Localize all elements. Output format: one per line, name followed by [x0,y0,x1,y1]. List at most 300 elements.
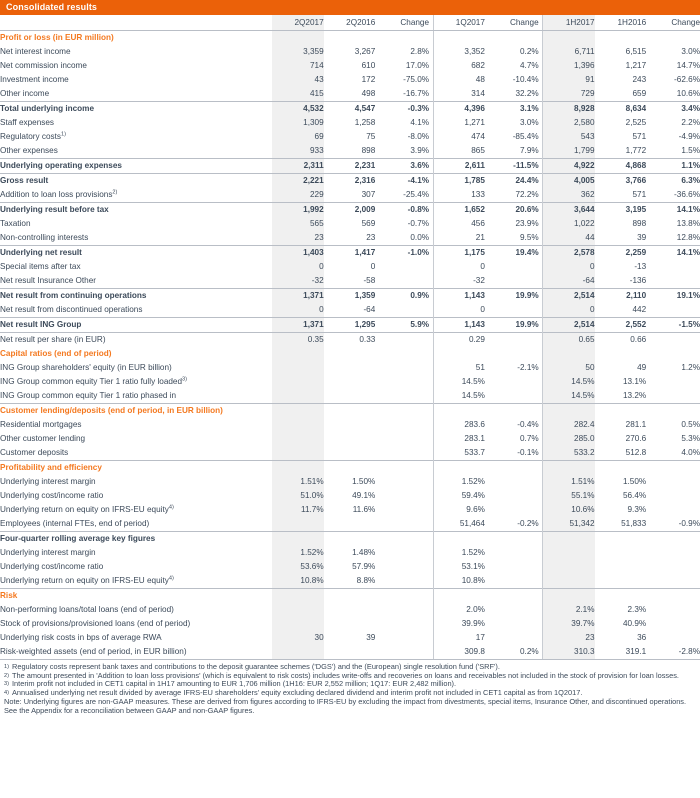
row-label: Net result from discontinued operations [0,305,143,314]
cell-qchange [375,603,429,617]
table-row [0,375,700,389]
cell-h2017: 4,005 [543,174,595,189]
cell-h2016: 3,195 [595,203,647,218]
cell-h2017: 14.5% [543,389,595,404]
row-label: Underlying risk costs in bps of average RWA [0,633,162,642]
cell-h2017 [543,461,595,476]
row-label: Net interest income [0,47,71,56]
cell-p2017: 39.9% [433,617,485,631]
cell-p2017: 14.5% [433,375,485,389]
cell-q2016: 49.1% [352,491,376,500]
cell-qchange [375,589,429,604]
cell-qchange: 3.9% [410,146,430,155]
footnote-marker: 4) [4,689,9,696]
cell-p2017: 283.6 [433,418,485,432]
cell-h2016: 56.4% [622,491,647,500]
cell-hchange: -4.9% [678,132,700,141]
cell-h2016: 40.9% [622,619,647,628]
cell-hchange: 2.2% [681,118,700,127]
cell-q2017 [272,347,324,361]
cell-pchange: 7.9% [519,146,539,155]
table-row [0,59,700,73]
cell-q2016 [324,432,376,446]
cell-p2017: 1,175 [433,246,485,261]
table-row [0,174,700,189]
cell-h2016: 6,515 [625,47,647,56]
cell-q2017 [272,617,324,631]
cell-q2017: 23 [272,231,324,246]
cell-h2016: 2,110 [595,289,647,304]
row-label: Other income [0,89,50,98]
cell-pchange: 0.2% [485,645,539,660]
table-row [0,318,700,333]
cell-qchange [375,546,429,560]
cell-q2017: 1,403 [272,246,324,261]
cell-hchange [646,31,700,46]
cell-h2016: 39 [637,233,647,242]
cell-h2016: 1,217 [625,61,647,70]
row-label: Profitability and efficiency [0,461,272,476]
cell-p2017 [433,589,485,604]
table-row [0,246,700,261]
cell-h2016: 3,766 [595,174,647,189]
table-row [0,159,700,174]
cell-hchange [646,347,700,361]
row-label: Underlying interest margin [0,477,96,486]
cell-h2016 [595,347,647,361]
cell-hchange: 1.5% [681,146,700,155]
cell-qchange [375,645,429,660]
row-label: ING Group common equity Tier 1 ratio phased in [0,391,177,400]
cell-qchange [375,347,429,361]
column-header-pchg: Change [485,15,539,31]
cell-q2016: 0 [370,262,376,271]
cell-hchange: 1.1% [646,159,700,174]
cell-h2016 [595,532,647,547]
cell-qchange: 0.0% [410,233,430,242]
cell-h2017 [543,532,595,547]
column-header-label [0,15,272,31]
cell-qchange [375,404,429,419]
cell-pchange [485,303,539,318]
cell-hchange: 19.1% [646,289,700,304]
cell-hchange [646,404,700,419]
cell-h2017 [543,560,595,574]
cell-p2017: 865 [433,144,485,159]
table-row [0,274,700,289]
cell-pchange: 24.4% [485,174,539,189]
row-label: Net result per share (in EUR) [0,333,272,348]
cell-hchange: 14.1% [646,246,700,261]
cell-h2016: 1,772 [625,146,647,155]
cell-qchange [375,375,429,389]
row-label: Net result ING Group [0,318,272,333]
cell-hchange [646,333,700,348]
cell-pchange [485,347,539,361]
cell-pchange [485,461,539,476]
consolidated-results-table [0,15,700,660]
cell-qchange [375,503,429,517]
cell-p2017: 1,652 [433,203,485,218]
cell-h2016: 442 [632,305,647,314]
cell-q2016: 8.8% [356,576,376,585]
cell-q2016: 898 [361,146,376,155]
cell-h2017: 1,022 [543,217,595,231]
cell-qchange: -0.8% [375,203,429,218]
cell-h2017: 55.1% [543,489,595,503]
cell-q2017: 69 [272,130,324,144]
cell-q2017 [272,645,324,660]
cell-p2017: -32 [433,274,485,289]
cell-hchange: -1.5% [646,318,700,333]
cell-q2016: 0.33 [324,333,376,348]
cell-h2017: 50 [543,361,595,375]
cell-h2017: 8,928 [543,102,595,117]
cell-pchange: 19.4% [485,246,539,261]
cell-p2017: 456 [433,217,485,231]
cell-q2017 [272,361,324,375]
cell-pchange [485,31,539,46]
cell-p2017: 21 [433,231,485,246]
cell-h2016: 1.50% [622,477,647,486]
footnote-marker: 2) [4,672,9,679]
table-body [0,15,700,660]
cell-pchange [485,489,539,503]
row-label: Underlying result before tax [0,203,272,218]
cell-p2017: 133 [433,188,485,203]
cell-pchange [485,603,539,617]
cell-q2017: 51.0% [272,489,324,503]
table-section-header-row [0,532,700,547]
cell-q2016: 23 [366,233,376,242]
row-label: Taxation [0,219,31,228]
cell-q2017: 1.52% [272,546,324,560]
footnotes [0,660,700,716]
table-section-header-row [0,347,700,361]
footnote-text: Annualised underlying net result divided by average IFRS-EU shareholders' equity excluding declared dividend and interim profit not included in CET1 capital as from 1Q2017. [12,687,583,697]
cell-q2017: 1,309 [272,116,324,130]
cell-qchange [375,489,429,503]
cell-hchange [646,560,700,574]
table-section-header-row [0,589,700,604]
cell-p2017: 9.6% [433,503,485,517]
cell-qchange [375,432,429,446]
cell-pchange: 23.9% [515,219,539,228]
footnote-text: Interim profit not included in CET1 capital in 1H17 amounting to EUR 1,706 million (1H16: EUR 2,552 million; 1Q17: EUR 2,482 million). [12,679,457,689]
cell-pchange [485,532,539,547]
cell-h2016 [595,31,647,46]
table-row [0,203,700,218]
table-title-bar [0,0,700,15]
cell-pchange [485,546,539,560]
general-note: Note: Underlying figures are non-GAAP measures. These are derived from figures according to IFRS-EU by excluding the impact from divestments, special items, Insurance Other, and discontinued operations. See the Appendix for a reconciliation between GAAP and non-GAAP figures. [4,697,687,715]
row-label: Staff expenses [0,118,55,127]
cell-p2017: 2,611 [433,159,485,174]
cell-pchange: 3.0% [519,118,539,127]
cell-hchange: 13.8% [676,219,700,228]
cell-h2016: 13.2% [622,391,647,400]
cell-h2016 [595,574,647,589]
cell-h2017: 282.4 [543,418,595,432]
cell-p2017: 1,785 [433,174,485,189]
cell-q2017: 2,311 [272,159,324,174]
cell-q2016: 1,258 [354,118,376,127]
cell-hchange: 3.4% [646,102,700,117]
row-label: Total underlying income [0,102,272,117]
cell-h2017: 51,342 [543,517,595,532]
cell-qchange [375,631,429,645]
cell-h2016: 243 [632,75,647,84]
cell-hchange [646,617,700,631]
cell-hchange: -36.6% [674,190,700,199]
cell-pchange: -85.4% [512,132,539,141]
cell-hchange [646,389,700,404]
cell-qchange [375,260,429,274]
cell-q2016: 1,359 [324,289,376,304]
column-header-p2017: 1Q2017 [433,15,485,31]
cell-h2016: 36 [637,633,647,642]
cell-qchange [375,303,429,318]
row-label: Underlying cost/income ratio [0,491,104,500]
cell-pchange [485,503,539,517]
cell-q2017 [272,446,324,461]
row-label: Risk-weighted assets (end of period, in EUR billion) [0,645,272,660]
row-label: Underlying return on equity on IFRS-EU equity$^{4)}$ [0,575,174,585]
cell-h2017: 543 [543,130,595,144]
cell-pchange [485,404,539,419]
footnote-text: Regulatory costs represent bank taxes and contributions to the deposit guarantee schemes ('DGS') and the (European) single resolution fund ('SRF'). [12,662,500,671]
cell-q2017: 10.8% [272,574,324,589]
cell-hchange: 5.3% [681,434,700,443]
cell-h2017: 4,922 [543,159,595,174]
cell-qchange: 17.0% [405,61,430,70]
row-label: Gross result [0,174,272,189]
row-label: Net commission income [0,61,87,70]
table-row [0,289,700,304]
table-row [0,432,700,446]
cell-h2017: 0 [543,260,595,274]
cell-p2017: 309.8 [433,645,485,660]
cell-pchange: 3.1% [485,102,539,117]
cell-q2016: 4,547 [324,102,376,117]
cell-hchange: 4.0% [681,448,700,457]
table-row [0,546,700,560]
table-row [0,303,700,318]
row-label: Net result from continuing operations [0,289,272,304]
cell-p2017: 0 [433,260,485,274]
cell-h2017: 285.0 [543,432,595,446]
table-section-header-row [0,31,700,46]
cell-q2017 [272,432,324,446]
cell-q2017: -32 [272,274,324,289]
column-header-h2016: 1H2016 [595,15,647,31]
cell-pchange: -0.2% [517,519,539,528]
row-label: Risk [0,589,272,604]
cell-q2016: 3,267 [354,47,376,56]
cell-h2016: 571 [632,190,647,199]
cell-h2017 [543,347,595,361]
cell-hchange [646,489,700,503]
cell-q2017: 1,371 [272,318,324,333]
cell-p2017: 0.29 [433,333,485,348]
table-row [0,418,700,432]
cell-p2017 [433,461,485,476]
row-label: Underlying operating expenses [0,159,272,174]
cell-q2016: -64 [363,305,376,314]
table-row [0,560,700,574]
table-row [0,603,700,617]
row-label: Investment income [0,75,69,84]
cell-h2016: 2,552 [595,318,647,333]
cell-q2017 [272,517,324,532]
cell-hchange [646,603,700,617]
table-row [0,517,700,532]
cell-pchange [485,375,539,389]
cell-p2017: 14.5% [433,389,485,404]
row-label: Non-controlling interests [0,233,89,242]
cell-q2016 [324,31,376,46]
cell-qchange [375,517,429,532]
cell-hchange: 10.6% [676,89,700,98]
cell-q2016: 39 [366,633,376,642]
cell-p2017: 4,396 [433,102,485,117]
cell-h2017: 0.65 [543,333,595,348]
cell-q2016 [324,347,376,361]
table-row [0,73,700,87]
cell-h2016: 659 [632,89,647,98]
cell-hchange: 6.3% [646,174,700,189]
cell-qchange [375,361,429,375]
cell-h2016: 2,259 [595,246,647,261]
cell-h2017 [543,574,595,589]
cell-qchange [375,574,429,589]
cell-h2017: 1,396 [543,59,595,73]
cell-qchange [375,31,429,46]
cell-h2016: -136 [629,276,647,285]
cell-qchange: 4.1% [410,118,430,127]
cell-h2017: 2,580 [543,116,595,130]
cell-q2017 [272,375,324,389]
cell-h2016: 13.1% [622,377,647,386]
row-label: Other customer lending [0,434,86,443]
cell-q2017 [272,532,324,547]
cell-qchange [375,475,429,489]
cell-q2016: -58 [363,276,376,285]
cell-pchange: -2.1% [517,363,539,372]
cell-pchange: 4.7% [519,61,539,70]
cell-p2017: 533.7 [433,446,485,461]
cell-qchange [375,274,429,289]
cell-h2017: 729 [543,87,595,102]
cell-q2017: 11.7% [272,503,324,517]
cell-h2017 [543,404,595,419]
cell-hchange [646,503,700,517]
footnote-text: The amount presented in 'Addition to loan loss provisions' (which is equivalent to risk costs) includes write-offs and recoveries on loans and receivables not included in the stock of provision for loan losses. [12,670,679,680]
cell-qchange: 0.9% [375,289,429,304]
cell-q2016: 57.9% [352,562,376,571]
cell-qchange: 2.8% [410,47,430,56]
table-section-header-row [0,404,700,419]
cell-p2017 [433,532,485,547]
table-row [0,45,700,59]
cell-qchange [375,333,429,348]
row-label: Customer lending/deposits (end of period, in EUR billion) [0,404,272,419]
cell-h2016: 2,525 [625,118,647,127]
cell-p2017: 0 [433,303,485,318]
cell-q2016: 2,316 [324,174,376,189]
row-label: Special items after tax [0,262,81,271]
cell-q2017: 0 [272,303,324,318]
cell-q2016: 498 [361,89,376,98]
cell-h2016: 281.1 [625,420,647,429]
cell-h2017: -64 [543,274,595,289]
table-row [0,475,700,489]
cell-h2016 [595,461,647,476]
cell-qchange [375,418,429,432]
cell-h2017: 2,514 [543,289,595,304]
row-label: Regulatory costs$^{1)}$ [0,131,66,141]
cell-qchange [375,461,429,476]
cell-hchange: 14.7% [676,61,700,70]
cell-q2016 [324,517,376,532]
cell-h2016: -13 [634,262,647,271]
cell-q2016 [324,461,376,476]
cell-p2017: 682 [433,59,485,73]
cell-q2017: 1.51% [272,475,324,489]
cell-p2017: 314 [433,87,485,102]
page-title: Consolidated results [6,2,98,12]
cell-p2017: 474 [433,130,485,144]
table-row [0,333,700,348]
cell-h2017: 1,799 [543,144,595,159]
cell-q2016 [324,404,376,419]
cell-h2017: 362 [543,188,595,203]
cell-qchange: -0.3% [375,102,429,117]
cell-h2016 [595,404,647,419]
row-label: Four-quarter rolling average key figures [0,532,272,547]
column-header-q2017: 2Q2017 [272,15,324,31]
cell-pchange: 0.2% [519,47,539,56]
cell-hchange: 0.5% [681,420,700,429]
cell-pchange: 9.5% [519,233,539,242]
cell-q2017 [272,603,324,617]
footnote-marker: 3) [4,681,9,688]
cell-q2017: 30 [272,631,324,645]
cell-q2017: 4,532 [272,102,324,117]
cell-p2017 [433,347,485,361]
row-label: Residential mortgages [0,420,82,429]
table-row [0,617,700,631]
cell-qchange: -25.4% [403,190,430,199]
cell-qchange: -4.1% [375,174,429,189]
cell-h2016: 0.66 [595,333,647,348]
cell-pchange: 32.2% [515,89,539,98]
table-section-header-row [0,461,700,476]
cell-pchange: -11.5% [485,159,539,174]
cell-q2017: 714 [272,59,324,73]
cell-q2017: 933 [272,144,324,159]
row-label: Non-performing loans/total loans (end of period) [0,605,174,614]
cell-h2016: 49 [637,363,647,372]
cell-h2017: 10.6% [543,503,595,517]
cell-h2016: 9.3% [627,505,647,514]
cell-h2016 [595,589,647,604]
cell-pchange: 19.9% [485,318,539,333]
cell-hchange: 14.1% [646,203,700,218]
table-row [0,260,700,274]
cell-p2017: 1,143 [433,318,485,333]
cell-hchange [646,532,700,547]
